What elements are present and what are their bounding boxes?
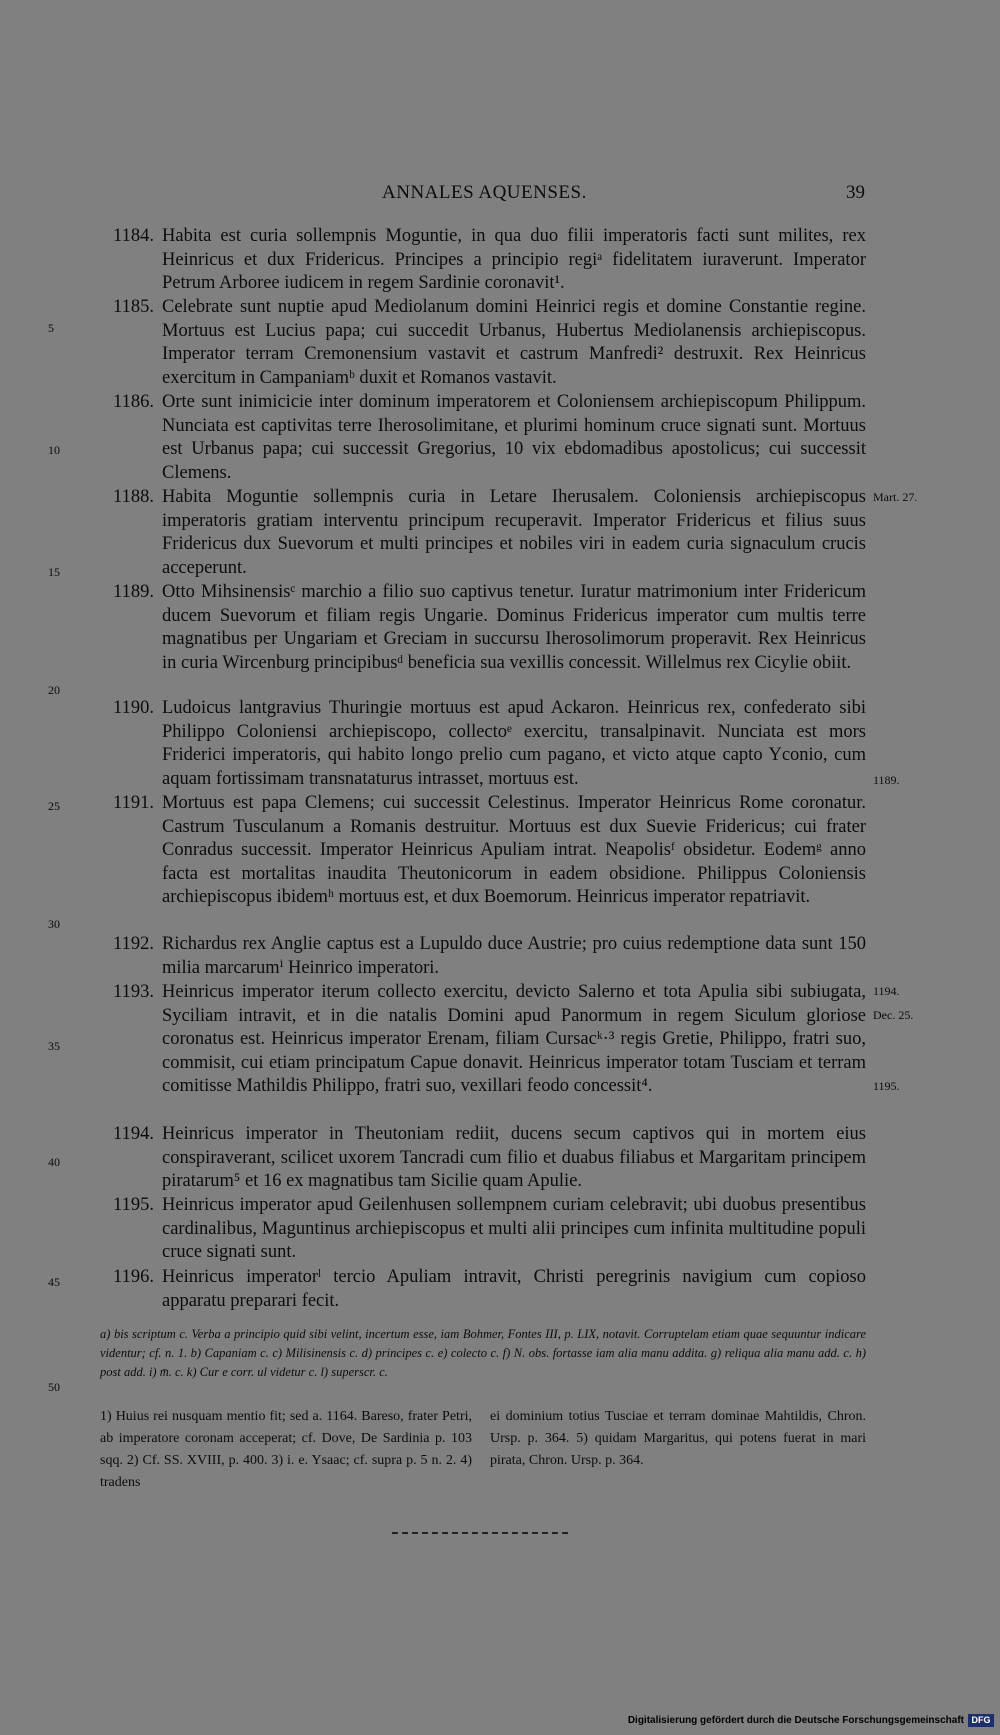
entry-text: Habita est curia sollempnis Moguntie, in qua duo filii imperatoris facti sunt milites, rex Heinricus et dux Fridericus. Principes a principio regiᵃ fidelitatem iuraverunt. Imperator Petrum Arboree iudicem in regem Sardinie coronavit¹. <box>162 226 866 294</box>
entry-year: 1196. <box>113 1267 154 1287</box>
annal-entry-1186 <box>100 391 866 485</box>
annal-entry-1193 <box>100 981 866 1099</box>
entry-text: Heinricus imperator iterum collecto exercitu, devicto Salerno et tota Apulia sibi subiugata, Syciliam intravit, et in die natalis Domini apud Panormum in regem Siculum gloriose coronatus est. Heinricus imperator Erenam, filiam Cursacᵏ·³ regis Gretie, Philippo, fratri suo, commisit, cui etiam principatum Capue donavit. Heinricus imperator totam Tusciam et terram comitisse Mathildis Philippo, fratri suo, vexillari feodo concessit⁴. <box>162 982 866 1097</box>
entry-text: Ludoicus lantgravius Thuringie mortuus est apud Ackaron. Heinricus rex, confederato sibi Philippo Coloniensi archiepiscopo, collectoᵉ exercitu, transalpinavit. Nunciata est mors Friderici imperatoris, qui habito longo prelio cum pagano, et victo atque capto Yconio, cum aquam fortissimam transnataturus intrasset, mortuus est. <box>162 698 866 789</box>
digitization-credit: Digitalisierung gefördert durch die Deutsche Forschungsgemeinschaft <box>627 1715 964 1726</box>
entry-text: Otto Mihsinensisᶜ marchio a filio suo captivus tenetur. Iuratur matrimonium inter Fridericum ducem Suevorum et filiam regis Ungarie. Dominus Fridericus imperator cum multis terre magnatibus per Ungariam et Greciam in succursu Iherosolimorum properavit. Rex Heinricus in curia Wircenburg principibusᵈ beneficia sua vexillis concessit. Willelmus rex Cicylie obiit. <box>162 582 866 673</box>
page-number: 39 <box>846 182 865 203</box>
line-number: 45 <box>48 1275 60 1289</box>
line-number: 5 <box>48 321 54 335</box>
line-number: 25 <box>48 799 60 813</box>
annal-entry-1190 <box>100 697 866 791</box>
line-number: 15 <box>48 565 60 579</box>
entry-year: 1189. <box>113 582 154 602</box>
footnotes-left-column: 1) Huius rei nusquam mentio fit; sed a. 1164. Bareso, frater Petri, ab imperatore coronam acceperat; cf. Dove, De Sardinia p. 103 sqq. 2) Cf. SS. XVIII, p. 400. 3) i. e. Ysaac; cf. supra p. 5 n. 2. 4) tradens <box>100 1409 472 1490</box>
entry-year: 1185. <box>113 297 154 317</box>
footnotes-right-column: ei dominium totius Tusciae et terram dominae Mahtildis, Chron. Ursp. p. 364. 5) quidam Margaritus, qui potens fuerat in mari pirata, Chron. Ursp. p. 364. <box>490 1409 866 1468</box>
entry-year: 1193. <box>113 982 154 1002</box>
line-number: 35 <box>48 1039 60 1053</box>
line-number: 10 <box>48 443 60 457</box>
annal-entry-1196 <box>100 1266 866 1313</box>
entry-text: Heinricus imperator apud Geilenhusen sollempnem curiam celebravit; ubi duobus presentibus cardinalibus, Maguntinus archiepiscopus et multi alii principes cum infinita multitudine populi cruce signati sunt. <box>162 1195 866 1263</box>
apparatus-text: a) bis scriptum c. Verba a principio quid sibi velint, incertum esse, iam Bohmer, Fontes III, p. LIX, notavit. Corruptelam etiam quae sequuntur indicare videntur; cf. n. 1. b) Capaniam c. c) Milisinensis c. d) principes c. e) colecto c. f) N. obs. fortasse iam alia manu addita. g) reliqua alia manu add. c. h) post add. i) m̄. c. k) Cur e corr. ul videtur c. l) superscr. c. <box>100 1327 866 1379</box>
entry-year: 1186. <box>113 392 154 412</box>
entry-text: Heinricus imperatorˡ tercio Apuliam intravit, Christi peregrinis navigium cum copioso apparatu preparari fecit. <box>162 1267 866 1311</box>
entry-year: 1194. <box>113 1124 154 1144</box>
margin-date-note: Mart. 27. <box>873 490 918 504</box>
entry-year: 1192. <box>113 934 154 954</box>
line-number: 20 <box>48 683 60 697</box>
line-number: 30 <box>48 917 60 931</box>
annal-entry-1191 <box>100 792 866 910</box>
dfg-logo-icon: DFG <box>968 1714 994 1727</box>
entry-year: 1188. <box>113 487 154 507</box>
bottom-rule <box>392 1532 568 1534</box>
entry-text: Heinricus imperator in Theutoniam rediit, ducens secum captivos qui in mortem eius conspiraverant, scilicet uxorem Tancradi cum filio et duabus filiabus et Margaritam principem piratarum⁵ et 16 ex magnatibus tam Sicilie quam Apulie. <box>162 1124 866 1192</box>
margin-date-note: 1195. <box>873 1079 900 1093</box>
annal-entry-1188 <box>100 486 866 580</box>
entry-year: 1184. <box>113 226 154 246</box>
line-number: 40 <box>48 1155 60 1169</box>
entry-text: Mortuus est papa Clemens; cui successit Celestinus. Imperator Heinricus Rome coronatur. Castrum Tusculanum a Romanis destruitur. Mortuus est dux Suevie Fridericus; cui frater Conradus successit. Imperator Heinricus Apuliam intrat. Neapolisᶠ obsidetur. Eodemᵍ anno facta est mortalitas inaudita Theutonicorum in eadem obsidione. Philippus Coloniensis archiepiscopus ibidemʰ mortuus est, et dux Boemorum. Heinricus imperator repatriavit. <box>162 793 866 908</box>
page-header <box>0 182 1000 212</box>
line-number: 50 <box>48 1380 60 1394</box>
annal-entry-1185 <box>100 296 866 390</box>
annal-entry-1192 <box>100 933 866 980</box>
entry-year: 1195. <box>113 1195 154 1215</box>
annal-entry-1189 <box>100 581 866 675</box>
entry-text: Orte sunt inimicicie inter dominum imperatorem et Coloniensem archiepiscopum Philippum. Nunciata est captivitas terre Iherosolimitane, et plurimi hominum cruce signati sunt. Mortuus est Urbanus papa; cui successit Gregorius, 10 vix ebdomadibus apostolicus; cui successit Clemens. <box>162 392 866 483</box>
annal-entry-1195 <box>100 1194 866 1265</box>
critical-apparatus <box>100 1325 866 1382</box>
entry-year: 1191. <box>113 793 154 813</box>
entry-year: 1190. <box>113 698 154 718</box>
margin-date-note: 1189. <box>873 773 900 787</box>
annal-entry-1184 <box>100 225 866 296</box>
entry-text: Celebrate sunt nuptie apud Mediolanum domini Heinrici regis et domine Constantie regine. Mortuus est Lucius papa; cui succedit Urbanus, Hubertus Mediolanensis archiepiscopus. Imperator terram Cremonensium vastavit et castrum Manfredi² destruxit. Rex Heinricus exercitum in Campaniamᵇ duxit et Romanos vastavit. <box>162 297 866 388</box>
entry-text: Richardus rex Anglie captus est a Lupuldo duce Austrie; pro cuius redemptione data sunt 150 milia marcarumⁱ Heinrico imperatori. <box>162 934 866 978</box>
entry-text: Habita Moguntie sollempnis curia in Letare Iherusalem. Coloniensis archiepiscopus imperatoris gratiam interventu principum recuperavit. Imperator Fridericus et filius suus Fridericus dux Suevorum et multi principes et nobiles viri in eadem curia signaculum crucis acceperunt. <box>162 487 866 578</box>
margin-date-note: Dec. 25. <box>873 1008 914 1022</box>
annal-entry-1194 <box>100 1123 866 1194</box>
running-title: ANNALES AQUENSES. <box>382 182 587 203</box>
margin-date-note: 1194. <box>873 984 900 998</box>
